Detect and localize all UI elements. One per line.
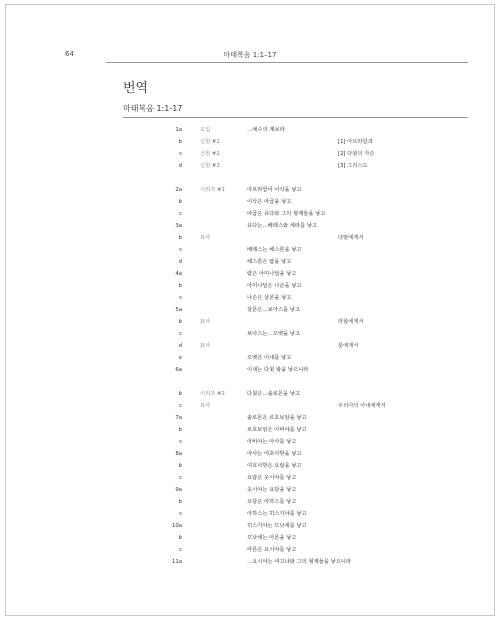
verse-text: 요담은 아하스를 낳고	[247, 499, 297, 505]
structure-label: 신원 #3	[200, 163, 220, 169]
verse-number: b	[178, 283, 182, 289]
verse-row	[6, 448, 494, 460]
verse-number: d	[178, 163, 182, 169]
verse-note: [3] 그리스도	[338, 163, 368, 169]
verse-row	[6, 232, 494, 244]
verse-row	[6, 196, 494, 208]
verse-number: b	[178, 535, 182, 541]
verse-number: 4a	[175, 271, 182, 277]
verse-row	[6, 124, 494, 136]
verse-number: 1a	[175, 127, 182, 133]
structure-label: 묘사	[200, 343, 211, 349]
verse-row	[6, 544, 494, 556]
verse-number: c	[179, 511, 182, 517]
verse-text: 람은 아미나답을 낳고	[247, 271, 297, 277]
verse-note: 다말에게서	[338, 235, 364, 241]
verse-text: 요람은 웃시야를 낳고	[247, 475, 297, 481]
verse-row	[6, 292, 494, 304]
verse-row	[6, 532, 494, 544]
verse-row	[6, 508, 494, 520]
verse-row	[6, 484, 494, 496]
verse-row	[6, 388, 494, 400]
verse-text: 아미나답은 나손을 낳고	[247, 283, 302, 289]
page-number: 64	[65, 50, 74, 58]
verse-row	[6, 148, 494, 160]
verse-text: 웃시야는 요담을 낳고	[247, 487, 297, 493]
structure-label: 시리즈 #1	[200, 187, 225, 193]
verse-number: e	[178, 355, 182, 361]
verse-row	[6, 472, 494, 484]
verse-number: 11a	[172, 559, 182, 565]
verse-text: 보아스는…오벳을 낳고	[247, 331, 301, 337]
verse-text: …예수의 계보라	[247, 127, 285, 133]
verse-row	[6, 268, 494, 280]
passage-subtitle: 마태복음 1:1-17	[123, 104, 183, 113]
verse-text: 헤스론은 람을 낳고	[247, 259, 292, 265]
verse-note: 라합에게서	[338, 319, 364, 325]
verse-number: c	[179, 211, 182, 217]
verse-row	[6, 304, 494, 316]
verse-number: 10a	[172, 523, 182, 529]
verse-text: 아비야는 아사를 낳고	[247, 439, 297, 445]
verse-note: [1] 아브라함과	[338, 139, 373, 145]
verse-text: …요시야는 여고냐와 그의 형제들을 낳으니라	[247, 559, 352, 565]
structure-label: 신원 #1	[200, 139, 220, 145]
verse-number: b	[178, 139, 182, 145]
verse-row	[6, 364, 494, 376]
verse-row	[6, 244, 494, 256]
verse-number: 9a	[175, 487, 182, 493]
section-title: 번역	[123, 81, 149, 96]
verse-row	[6, 256, 494, 268]
verse-text: 아사는 여호사밧을 낳고	[247, 451, 302, 457]
group-spacer	[6, 376, 494, 388]
group-spacer	[6, 172, 494, 184]
verse-number: 2a	[175, 187, 182, 193]
verse-text: 솔로몬은 르호보암을 낳고	[247, 415, 307, 421]
structure-label: 묘사	[200, 319, 211, 325]
verse-text: 유다는…베레스와 세라를 낳고	[247, 223, 318, 229]
verse-row	[6, 556, 494, 568]
verse-note: [2] 다윗의 자손	[338, 151, 375, 157]
verse-text: 베레스는 헤스론을 낳고	[247, 247, 302, 253]
verse-row	[6, 340, 494, 352]
verse-number: c	[179, 247, 182, 253]
verse-number: b	[178, 463, 182, 469]
verse-text: 살몬은…보아스를 낳고	[247, 307, 301, 313]
running-head: 마태복음 1:1–17	[223, 51, 277, 59]
verse-number: 6a	[175, 367, 182, 373]
verse-row	[6, 316, 494, 328]
verse-number: b	[178, 319, 182, 325]
verse-number: c	[179, 439, 182, 445]
verse-row	[6, 184, 494, 196]
verse-number: d	[178, 343, 182, 349]
verse-text: 이새는 다윗 왕을 낳으니라	[247, 367, 309, 373]
verse-text: 오벳은 이새를 낳고	[247, 355, 292, 361]
verse-text: 아브라함이 이삭을 낳고	[247, 187, 302, 193]
header-rule	[106, 62, 468, 63]
verse-text: 다윗은…솔로몬을 낳고	[247, 391, 301, 397]
verse-number: d	[178, 259, 182, 265]
verse-row	[6, 280, 494, 292]
verse-number: b	[178, 427, 182, 433]
verse-number: c	[179, 331, 182, 337]
verse-row	[6, 136, 494, 148]
verse-row	[6, 424, 494, 436]
structure-label: 신원 #2	[200, 151, 220, 157]
verse-number: c	[179, 547, 182, 553]
verse-row	[6, 328, 494, 340]
structure-label: 도입	[200, 127, 211, 133]
verse-text: 이삭은 야곱을 낳고	[247, 199, 292, 205]
verse-number: 5a	[175, 307, 182, 313]
verse-text: 므낫세는 아몬을 낳고	[247, 535, 297, 541]
verse-number: c	[179, 475, 182, 481]
verse-text: 아하스는 히스기야를 낳고	[247, 511, 307, 517]
verse-number: c	[179, 151, 182, 157]
verse-note: 룻에게서	[338, 343, 359, 349]
verse-text: 나손은 살몬을 낳고	[247, 295, 292, 301]
verse-number: b	[178, 235, 182, 241]
verse-row	[6, 208, 494, 220]
verse-text: 르호보암은 아비야를 낳고	[247, 427, 307, 433]
subtitle-rule	[123, 117, 468, 118]
verse-text: 야곱은 유다와 그의 형제들을 낳고	[247, 211, 326, 217]
verse-number: b	[178, 499, 182, 505]
verse-text: 여호사밧은 요람을 낳고	[247, 463, 302, 469]
verse-number: 7a	[175, 415, 182, 421]
verse-number: c	[179, 403, 182, 409]
verse-number: 8a	[175, 451, 182, 457]
structure-label: 시리즈 #2	[200, 391, 225, 397]
book-page	[5, 4, 495, 616]
structure-label: 묘사	[200, 403, 211, 409]
verse-number: b	[178, 199, 182, 205]
verse-row	[6, 412, 494, 424]
verse-row	[6, 352, 494, 364]
verse-row	[6, 520, 494, 532]
verse-number: 3a	[175, 223, 182, 229]
verse-row	[6, 460, 494, 472]
verse-number: b	[178, 391, 182, 397]
verse-text: 히스기야는 므낫세를 낳고	[247, 523, 307, 529]
verse-row	[6, 436, 494, 448]
translation-table	[6, 124, 494, 568]
verse-row	[6, 220, 494, 232]
verse-text: 아몬은 요시야를 낳고	[247, 547, 297, 553]
verse-number: c	[179, 295, 182, 301]
structure-label: 묘사	[200, 235, 211, 241]
verse-row	[6, 496, 494, 508]
verse-row	[6, 400, 494, 412]
verse-row	[6, 160, 494, 172]
verse-note: 우리아의 아내에게서	[338, 403, 386, 409]
